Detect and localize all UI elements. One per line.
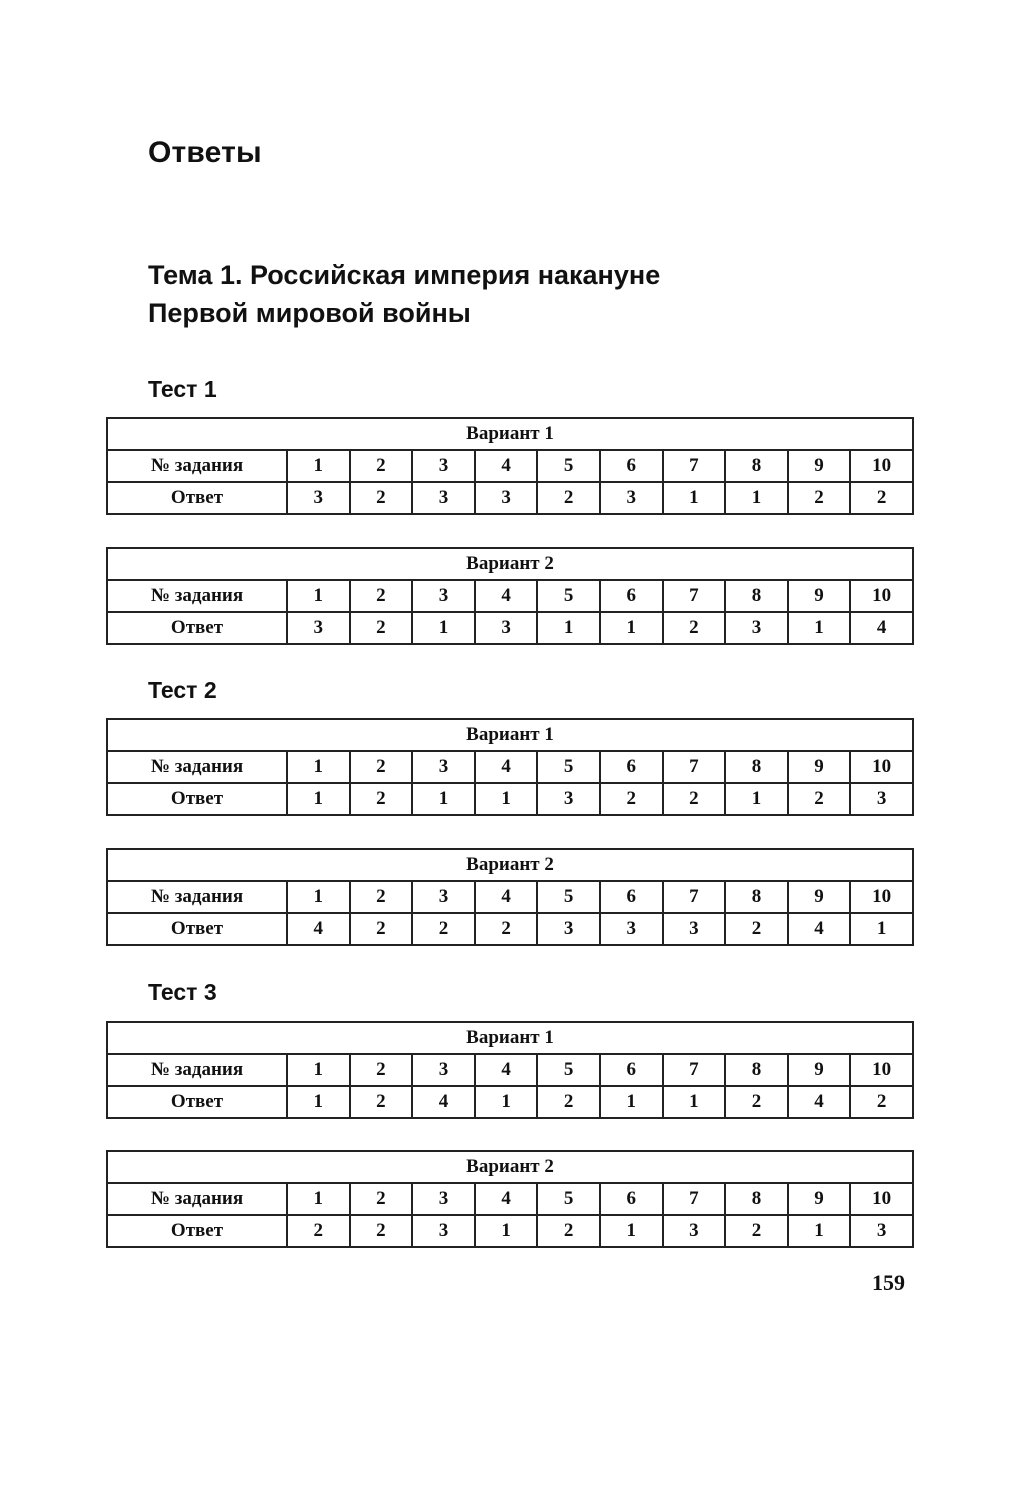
answer-cell: 2: [350, 783, 413, 815]
answer-table: [106, 848, 914, 946]
answer-cell: 2: [475, 913, 538, 945]
answer-row: [107, 612, 913, 644]
task-number-cell: 4: [475, 1054, 538, 1086]
answer-cell: 3: [412, 482, 475, 514]
task-number-cell: 5: [537, 1183, 600, 1215]
task-number-cell: 8: [725, 881, 788, 913]
task-number-cell: 4: [475, 751, 538, 783]
task-number-cell: 1: [287, 450, 350, 482]
answer-cell: 1: [475, 783, 538, 815]
task-number-cell: 1: [287, 1054, 350, 1086]
answer-row: [107, 913, 913, 945]
task-number-cell: 8: [725, 580, 788, 612]
task-number-header: № задания: [107, 450, 287, 482]
task-number-cell: 3: [412, 881, 475, 913]
task-number-cell: 10: [850, 1183, 913, 1215]
task-number-cell: 7: [663, 1054, 726, 1086]
answer-header: Ответ: [107, 913, 287, 945]
topic-heading: [148, 256, 660, 332]
task-number-cell: 6: [600, 1054, 663, 1086]
answer-cell: 3: [287, 482, 350, 514]
answer-cell: 4: [788, 1086, 851, 1118]
task-number-cell: 9: [788, 881, 851, 913]
test-title: Тест 1: [148, 376, 217, 402]
task-number-cell: 7: [663, 450, 726, 482]
test-title: Тест 2: [148, 677, 217, 703]
answer-cell: 2: [537, 482, 600, 514]
task-number-cell: 3: [412, 1183, 475, 1215]
answer-header: Ответ: [107, 783, 287, 815]
variant-label: Вариант 2: [107, 1151, 913, 1183]
answer-cell: 2: [725, 913, 788, 945]
answer-cell: 1: [788, 1215, 851, 1247]
answer-row: [107, 783, 913, 815]
answer-table: [106, 1021, 914, 1119]
answer-header: Ответ: [107, 1215, 287, 1247]
answer-cell: 3: [850, 1215, 913, 1247]
variant-row: [107, 719, 913, 751]
answer-cell: 2: [788, 482, 851, 514]
answer-cell: 4: [850, 612, 913, 644]
answer-header: Ответ: [107, 1086, 287, 1118]
task-number-cell: 3: [412, 580, 475, 612]
task-number-cell: 9: [788, 580, 851, 612]
answer-header: Ответ: [107, 482, 287, 514]
answer-table: [106, 718, 914, 816]
page-title: Ответы: [148, 136, 262, 169]
task-number-cell: 6: [600, 450, 663, 482]
answer-cell: 2: [725, 1086, 788, 1118]
task-number-cell: 2: [350, 450, 413, 482]
task-number-row: [107, 1183, 913, 1215]
task-number-cell: 3: [412, 1054, 475, 1086]
answer-cell: 3: [600, 482, 663, 514]
task-number-cell: 6: [600, 751, 663, 783]
task-number-cell: 4: [475, 450, 538, 482]
variant-row: [107, 1151, 913, 1183]
task-number-cell: 10: [850, 450, 913, 482]
answer-cell: 1: [537, 612, 600, 644]
answer-cell: 1: [287, 783, 350, 815]
variant-label: Вариант 2: [107, 849, 913, 881]
variant-row: [107, 849, 913, 881]
test-title: Тест 3: [148, 979, 217, 1005]
task-number-cell: 1: [287, 1183, 350, 1215]
answer-cell: 2: [850, 1086, 913, 1118]
task-number-cell: 2: [350, 1054, 413, 1086]
task-number-cell: 5: [537, 1054, 600, 1086]
variant-label: Вариант 1: [107, 719, 913, 751]
task-number-cell: 7: [663, 580, 726, 612]
answer-cell: 2: [350, 1086, 413, 1118]
task-number-cell: 10: [850, 751, 913, 783]
answer-cell: 1: [663, 1086, 726, 1118]
task-number-cell: 6: [600, 1183, 663, 1215]
answer-cell: 4: [287, 913, 350, 945]
task-number-cell: 6: [600, 580, 663, 612]
page-number: 159: [872, 1270, 905, 1295]
variant-row: [107, 418, 913, 450]
answer-cell: 3: [850, 783, 913, 815]
answer-row: [107, 482, 913, 514]
task-number-cell: 10: [850, 580, 913, 612]
task-number-cell: 9: [788, 1054, 851, 1086]
task-number-header: № задания: [107, 881, 287, 913]
answer-cell: 3: [287, 612, 350, 644]
answer-row: [107, 1215, 913, 1247]
task-number-row: [107, 450, 913, 482]
answer-header: Ответ: [107, 612, 287, 644]
answer-cell: 2: [412, 913, 475, 945]
task-number-header: № задания: [107, 580, 287, 612]
answer-cell: 3: [725, 612, 788, 644]
variant-row: [107, 548, 913, 580]
answer-cell: 2: [537, 1215, 600, 1247]
task-number-cell: 3: [412, 751, 475, 783]
answer-cell: 1: [412, 783, 475, 815]
task-number-cell: 2: [350, 1183, 413, 1215]
answer-cell: 2: [350, 612, 413, 644]
task-number-cell: 4: [475, 580, 538, 612]
answer-row: [107, 1086, 913, 1118]
answer-cell: 1: [600, 612, 663, 644]
variant-label: Вариант 1: [107, 1022, 913, 1054]
task-number-header: № задания: [107, 751, 287, 783]
task-number-cell: 7: [663, 1183, 726, 1215]
task-number-cell: 5: [537, 580, 600, 612]
task-number-cell: 2: [350, 881, 413, 913]
variant-label: Вариант 1: [107, 418, 913, 450]
answer-table: [106, 547, 914, 645]
answer-cell: 1: [725, 783, 788, 815]
task-number-cell: 9: [788, 1183, 851, 1215]
answer-cell: 3: [537, 783, 600, 815]
task-number-cell: 6: [600, 881, 663, 913]
task-number-cell: 4: [475, 1183, 538, 1215]
answer-cell: 3: [663, 1215, 726, 1247]
answer-cell: 2: [663, 783, 726, 815]
answer-table: [106, 417, 914, 515]
answer-cell: 2: [788, 783, 851, 815]
answer-cell: 1: [600, 1086, 663, 1118]
task-number-cell: 8: [725, 1183, 788, 1215]
task-number-cell: 2: [350, 751, 413, 783]
answer-table: [106, 1150, 914, 1248]
answer-cell: 2: [663, 612, 726, 644]
answer-cell: 1: [725, 482, 788, 514]
task-number-row: [107, 881, 913, 913]
task-number-cell: 5: [537, 881, 600, 913]
answer-cell: 1: [850, 913, 913, 945]
task-number-cell: 8: [725, 751, 788, 783]
answer-cell: 1: [475, 1086, 538, 1118]
task-number-cell: 10: [850, 881, 913, 913]
answer-cell: 3: [537, 913, 600, 945]
answer-cell: 4: [788, 913, 851, 945]
task-number-cell: 10: [850, 1054, 913, 1086]
answer-cell: 2: [725, 1215, 788, 1247]
answer-cell: 2: [287, 1215, 350, 1247]
topic-line-1: Тема 1. Российская империя накануне: [148, 260, 661, 290]
task-number-cell: 7: [663, 751, 726, 783]
answer-cell: 2: [600, 783, 663, 815]
task-number-row: [107, 580, 913, 612]
task-number-cell: 7: [663, 881, 726, 913]
answer-cell: 1: [475, 1215, 538, 1247]
task-number-cell: 2: [350, 580, 413, 612]
answer-cell: 2: [537, 1086, 600, 1118]
task-number-header: № задания: [107, 1183, 287, 1215]
answer-cell: 3: [412, 1215, 475, 1247]
answer-cell: 1: [287, 1086, 350, 1118]
task-number-cell: 4: [475, 881, 538, 913]
topic-line-2: Первой мировой войны: [148, 298, 471, 328]
answer-cell: 2: [850, 482, 913, 514]
task-number-cell: 3: [412, 450, 475, 482]
task-number-row: [107, 1054, 913, 1086]
task-number-cell: 9: [788, 751, 851, 783]
variant-row: [107, 1022, 913, 1054]
task-number-cell: 1: [287, 580, 350, 612]
task-number-cell: 9: [788, 450, 851, 482]
task-number-cell: 5: [537, 450, 600, 482]
answer-cell: 2: [350, 1215, 413, 1247]
answer-cell: 3: [600, 913, 663, 945]
task-number-header: № задания: [107, 1054, 287, 1086]
answer-cell: 3: [663, 913, 726, 945]
task-number-cell: 8: [725, 1054, 788, 1086]
answer-cell: 1: [412, 612, 475, 644]
answer-cell: 2: [350, 913, 413, 945]
answer-cell: 2: [350, 482, 413, 514]
answer-cell: 1: [600, 1215, 663, 1247]
answer-cell: 1: [788, 612, 851, 644]
answer-cell: 1: [663, 482, 726, 514]
answer-cell: 3: [475, 482, 538, 514]
answer-cell: 4: [412, 1086, 475, 1118]
task-number-row: [107, 751, 913, 783]
variant-label: Вариант 2: [107, 548, 913, 580]
task-number-cell: 5: [537, 751, 600, 783]
task-number-cell: 8: [725, 450, 788, 482]
answer-cell: 3: [475, 612, 538, 644]
task-number-cell: 1: [287, 881, 350, 913]
task-number-cell: 1: [287, 751, 350, 783]
